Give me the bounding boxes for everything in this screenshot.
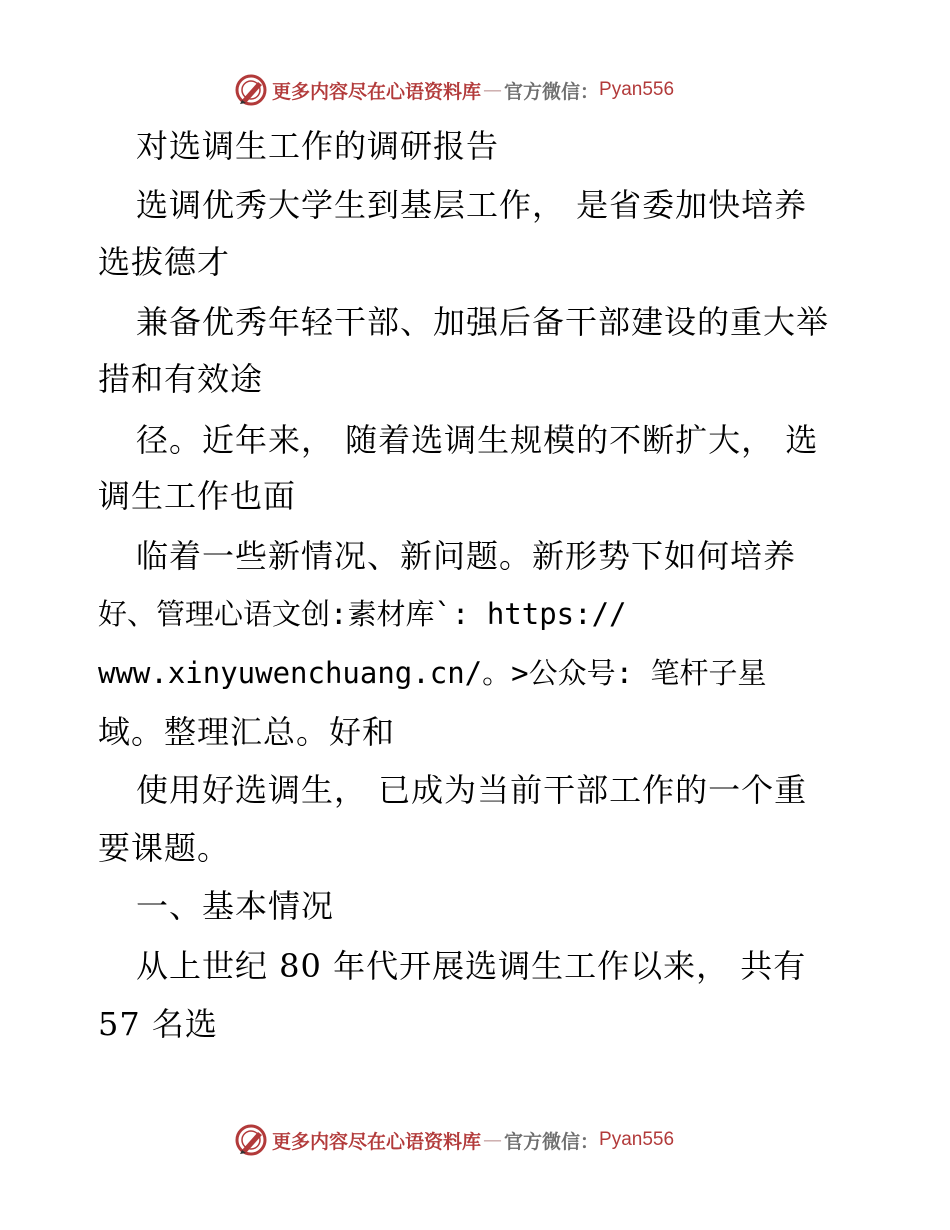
paragraph-line-14: 57 名选: [98, 1005, 218, 1043]
paragraph-line-2: 选拔德才: [98, 243, 231, 281]
banner-wechat-id: Pyan556: [599, 79, 675, 100]
banner-wechat-label: 官方微信：: [504, 1130, 600, 1153]
paragraph-line-9: www.xinyuwenchuang.cn/。>公众号: 笔杆子星: [98, 656, 767, 690]
banner-wechat-label: 官方微信：: [504, 80, 600, 103]
paragraph-line-12: 要课题。: [98, 829, 231, 867]
document-title: 对选调生工作的调研报告: [136, 127, 500, 165]
paragraph-line-7: 临着一些新情况、新问题。新形势下如何培养: [136, 537, 797, 575]
header-banner: [234, 72, 674, 108]
section-heading: 一、基本情况: [136, 887, 335, 925]
paragraph-line-10: 域。整理汇总。好和: [98, 713, 396, 751]
paragraph-line-13: 从上世纪 80 年代开展选调生工作以来， 共有: [136, 947, 807, 985]
paragraph-line-1: 选调优秀大学生到基层工作， 是省委加快培养: [136, 186, 808, 224]
paragraph-line-6: 调生工作也面: [98, 477, 297, 515]
paragraph-line-11: 使用好选调生， 已成为当前干部工作的一个重: [136, 771, 808, 809]
banner-wechat-id: Pyan556: [599, 1129, 675, 1150]
banner-separator: —: [483, 1129, 503, 1151]
banner-slogan: 更多内容尽在心语资料库: [272, 80, 482, 103]
paragraph-line-8: 好、管理心语文创:素材库`: https://: [98, 597, 627, 631]
footer-banner: [234, 1122, 674, 1158]
paragraph-line-4: 措和有效途: [98, 360, 264, 398]
banner-slogan: 更多内容尽在心语资料库: [272, 1130, 482, 1153]
pen-logo-icon: [234, 73, 268, 107]
paragraph-line-5: 径。近年来， 随着选调生规模的不断扩大， 选: [136, 421, 819, 459]
paragraph-line-3: 兼备优秀年轻干部、加强后备干部建设的重大举: [136, 303, 830, 341]
banner-separator: —: [483, 79, 503, 101]
pen-logo-icon: [234, 1123, 268, 1157]
